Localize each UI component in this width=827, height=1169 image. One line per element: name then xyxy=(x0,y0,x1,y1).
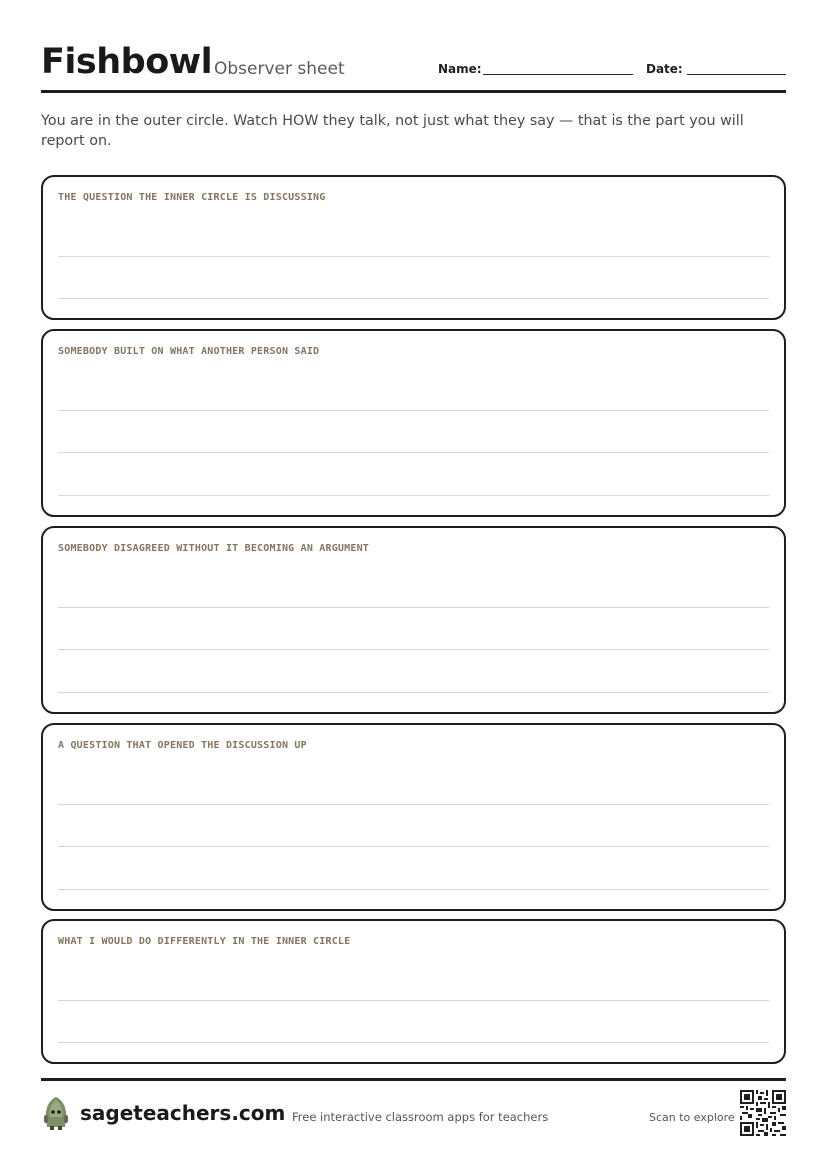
writing-line[interactable] xyxy=(58,452,769,453)
writing-line[interactable] xyxy=(58,846,769,847)
date-label: Date: xyxy=(646,62,683,76)
writing-line[interactable] xyxy=(58,649,769,650)
section-box-disagreed xyxy=(41,526,786,714)
section-box-question xyxy=(41,175,786,320)
writing-line[interactable] xyxy=(58,1042,769,1043)
qr-code-icon xyxy=(740,1090,786,1136)
sage-mascot-icon xyxy=(41,1095,71,1131)
name-field[interactable] xyxy=(483,74,633,75)
header-divider xyxy=(41,90,786,93)
writing-line[interactable] xyxy=(58,607,769,608)
worksheet-header xyxy=(41,40,786,92)
section-box-differently xyxy=(41,919,786,1064)
section-label: THE QUESTION THE INNER CIRCLE IS DISCUSSING xyxy=(58,192,326,203)
section-box-opened-up xyxy=(41,723,786,911)
writing-line[interactable] xyxy=(58,298,769,299)
writing-line[interactable] xyxy=(58,692,769,693)
writing-line[interactable] xyxy=(58,495,769,496)
writing-line[interactable] xyxy=(58,256,769,257)
date-field[interactable] xyxy=(687,74,786,75)
page-subtitle: Observer sheet xyxy=(214,59,345,79)
writing-line[interactable] xyxy=(58,410,769,411)
name-label: Name: xyxy=(438,62,482,76)
section-box-built-on xyxy=(41,329,786,517)
section-label: A QUESTION THAT OPENED THE DISCUSSION UP xyxy=(58,740,307,751)
section-label: WHAT I WOULD DO DIFFERENTLY IN THE INNER CIRCLE xyxy=(58,936,351,947)
writing-line[interactable] xyxy=(58,1000,769,1001)
footer-divider xyxy=(41,1078,786,1081)
writing-line[interactable] xyxy=(58,804,769,805)
writing-line[interactable] xyxy=(58,889,769,890)
section-label: SOMEBODY BUILT ON WHAT ANOTHER PERSON SAID xyxy=(58,346,320,357)
brand-tagline: Free interactive classroom apps for teachers xyxy=(292,1110,549,1124)
instructions: You are in the outer circle. Watch HOW they talk, not just what they say — that is the part you will report on. xyxy=(41,113,744,149)
section-label: SOMEBODY DISAGREED WITHOUT IT BECOMING AN ARGUMENT xyxy=(58,543,370,554)
page-title: Fishbowl xyxy=(41,42,213,82)
scan-caption: Scan to explore xyxy=(649,1111,735,1124)
brand-name[interactable]: sageteachers.com xyxy=(80,1101,286,1125)
